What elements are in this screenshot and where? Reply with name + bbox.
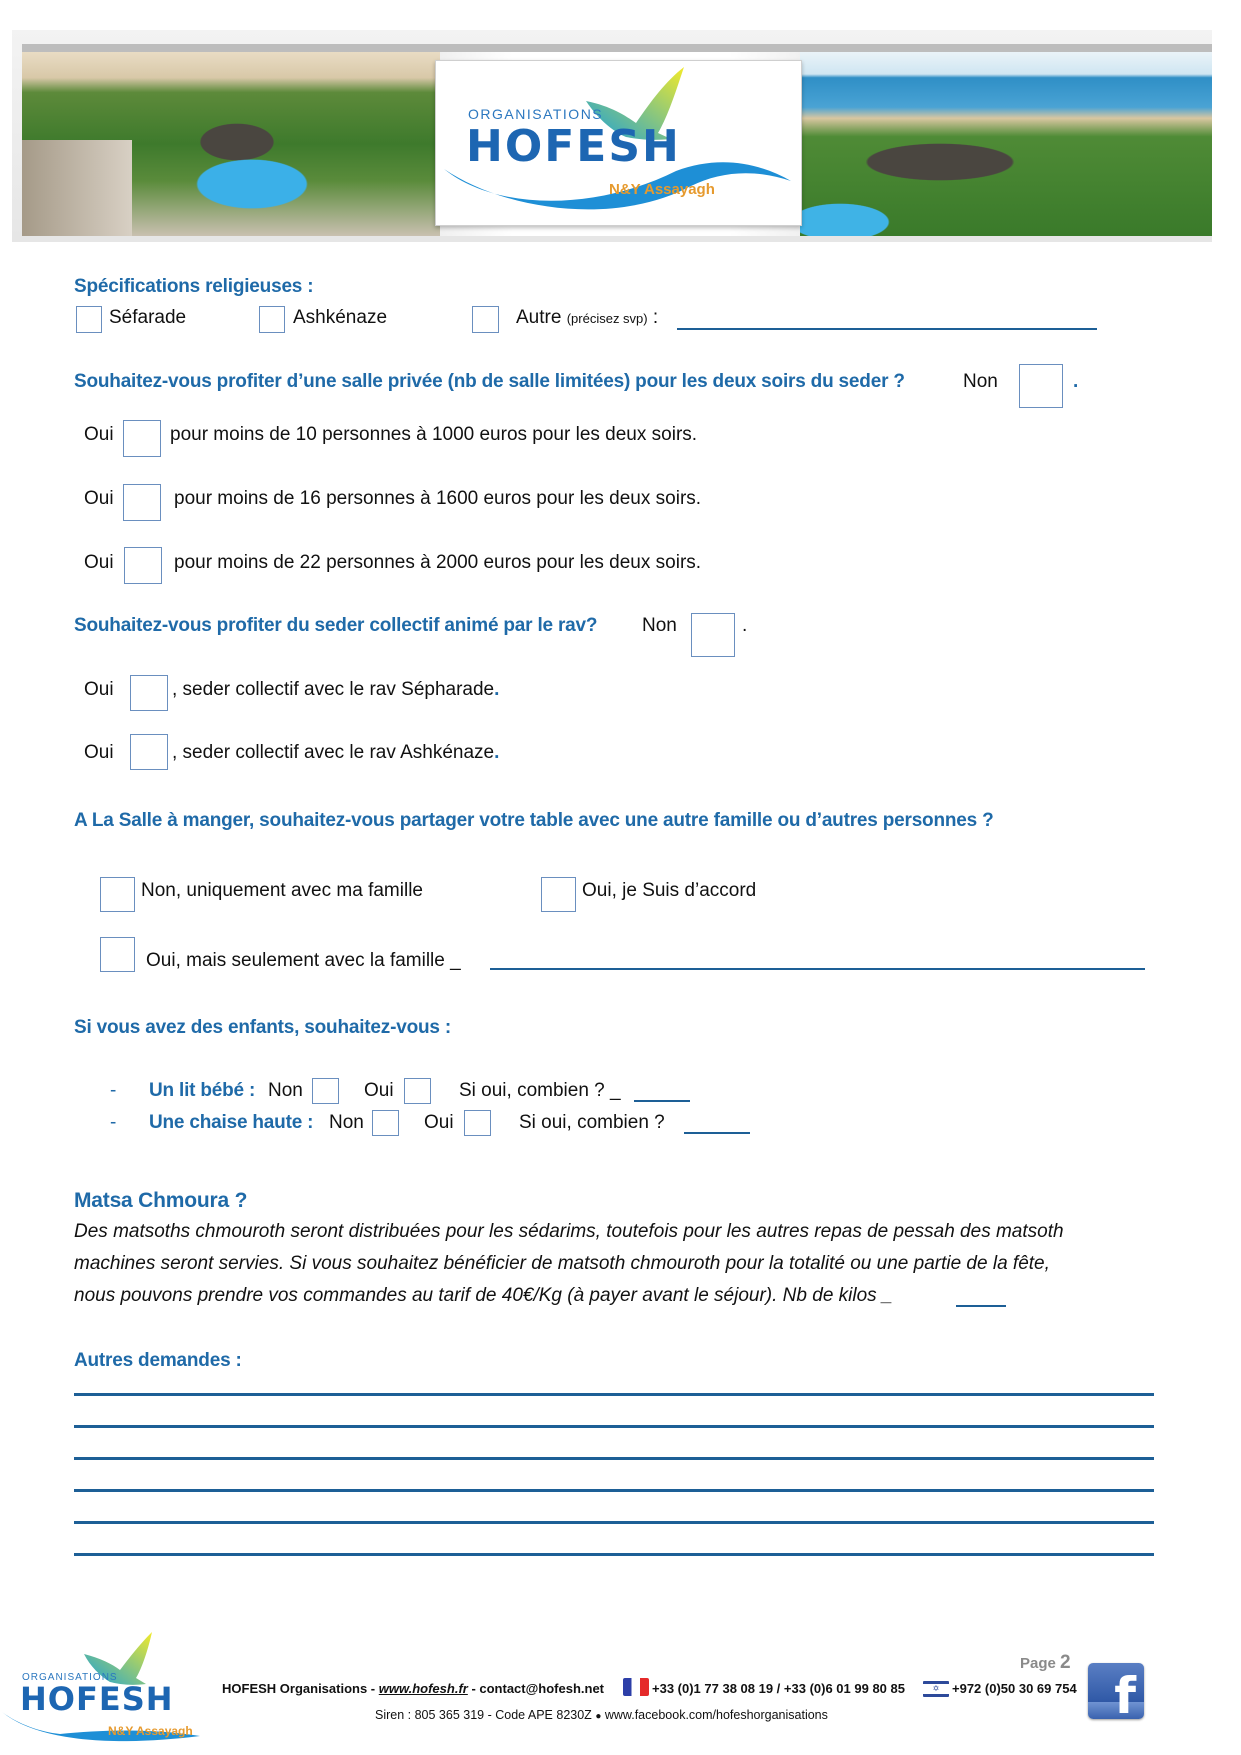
other-requests-line-2[interactable] [74, 1421, 1154, 1428]
header-logo [435, 60, 802, 226]
checkbox-crib-no[interactable] [312, 1078, 339, 1104]
checkbox-collective-seder-no[interactable] [691, 613, 735, 657]
label-sefarade: Séfarade [109, 307, 187, 328]
seder-ashkenaze-dot: . [494, 742, 500, 763]
other-requests-line-3[interactable] [74, 1453, 1154, 1460]
checkbox-dining-family-only[interactable] [100, 877, 135, 912]
label-ashkenaze: Ashkénaze [293, 307, 388, 328]
footer-company: HOFESH Organisations - [222, 1681, 379, 1696]
collective-seder-dot: . [742, 615, 748, 636]
private-room-question: Souhaitez-vous profiter d’une salle privée (nb de salle limitées) pour les deux soirs du seder ? [74, 371, 905, 392]
checkbox-dining-agree[interactable] [541, 877, 576, 912]
checkbox-high-chair-no[interactable] [372, 1110, 399, 1136]
seder-sepharade-text: , seder collectif avec le rav Sépharade [172, 679, 495, 700]
dining-option-family-only: Non, uniquement avec ma famille [141, 880, 423, 901]
resort-beach-photo [800, 52, 1212, 236]
other-requests-line-6[interactable] [74, 1549, 1154, 1556]
logo-subtitle: N&Y Assayagh [609, 181, 715, 198]
footer-logo [0, 1628, 215, 1748]
high-chair-yes-label: Oui [424, 1112, 454, 1133]
seder-sepharade-dot: . [494, 679, 500, 700]
private-room-yes-1-label: Oui [84, 424, 114, 445]
checkbox-ashkenaze[interactable] [259, 306, 285, 333]
checkbox-seder-ashkenaze[interactable] [130, 734, 168, 770]
autre-input-line[interactable] [677, 316, 1097, 330]
footer-website-link[interactable]: www.hofesh.fr [378, 1681, 468, 1696]
crib-label: Un lit bébé : [149, 1080, 256, 1101]
other-requests-title: Autres demandes : [74, 1350, 242, 1371]
footer-email[interactable]: - contact@hofesh.net [467, 1681, 605, 1696]
dining-option-specific-family: Oui, mais seulement avec la famille _ [146, 950, 461, 971]
checkbox-crib-yes[interactable] [404, 1078, 431, 1104]
france-flag-icon [623, 1678, 649, 1696]
matsa-kilos-input-line[interactable] [956, 1293, 1006, 1307]
high-chair-count-input-line[interactable] [684, 1120, 750, 1134]
footer-logo-brand: HOFESH [20, 1680, 174, 1718]
crib-no-label: Non [268, 1080, 303, 1101]
children-question: Si vous avez des enfants, souhaitez-vous : [74, 1017, 451, 1038]
resort-building-photo [22, 140, 132, 236]
crib-yes-label: Oui [364, 1080, 394, 1101]
dining-question: A La Salle à manger, souhaitez-vous partager votre table avec une autre famille ou d’autres personnes ? [74, 810, 994, 831]
checkbox-high-chair-yes[interactable] [464, 1110, 491, 1136]
banner-top-bar [22, 44, 1212, 52]
seder-option-ashkenaze [172, 742, 499, 764]
matsa-text-line-2: machines seront servies. Si vous souhaitez bénéficier de matsoth chmouroth pour la totalité ou une partie de la fête, [74, 1253, 1050, 1274]
facebook-icon[interactable]: f [1088, 1663, 1144, 1719]
footer-logo-subtitle: N&Y Assayagh [108, 1724, 193, 1738]
footer-french-phones: +33 (0)1 77 38 08 19 / +33 (0)6 01 99 80 85 [652, 1681, 905, 1696]
page-indicator [1020, 1652, 1071, 1674]
footer-siren: Siren : 805 365 319 - Code APE 8230Z [375, 1708, 592, 1722]
label-autre [516, 307, 658, 329]
matsa-title: Matsa Chmoura ? [74, 1189, 248, 1212]
matsa-text-line-3: nous pouvons prendre vos commandes au tarif de 40€/Kg (à payer avant le séjour). Nb de kilos _ [74, 1285, 893, 1306]
checkbox-private-room-10[interactable] [123, 420, 161, 457]
private-room-yes-2-label: Oui [84, 488, 114, 509]
crib-count-input-line[interactable] [634, 1088, 690, 1102]
checkbox-dining-specific-family[interactable] [100, 937, 135, 972]
page-number: 2 [1060, 1652, 1071, 1673]
bullet-crib: - [110, 1080, 117, 1101]
israel-flag-icon: ✡ [923, 1681, 949, 1697]
bullet-dot-icon: ● [595, 1711, 602, 1722]
private-room-option-3: pour moins de 22 personnes à 2000 euros pour les deux soirs. [174, 552, 702, 573]
logo-brand: HOFESH [466, 121, 681, 172]
religious-title: Spécifications religieuses : [74, 276, 314, 297]
private-room-option-1: pour moins de 10 personnes à 1000 euros pour les deux soirs. [170, 424, 698, 445]
footer-facebook-url[interactable]: www.facebook.com/hofeshorganisations [604, 1708, 828, 1722]
seder-option-sepharade [172, 679, 499, 701]
other-requests-line-4[interactable] [74, 1485, 1154, 1492]
autre-colon: : [652, 307, 659, 328]
seder-yes-1-label: Oui [84, 679, 114, 700]
footer-israel-phone: +972 (0)50 30 69 754 [952, 1681, 1077, 1696]
footer-legal-line [375, 1708, 828, 1722]
checkbox-private-room-no[interactable] [1019, 364, 1063, 408]
checkbox-autre[interactable] [472, 306, 499, 333]
dining-family-input-line[interactable] [490, 956, 1145, 970]
matsa-text-line-1: Des matsoths chmouroth seront distribuées pour les sédarims, toutefois pour les autres repas de pessah des matsoth [74, 1221, 1064, 1242]
private-room-option-2: pour moins de 16 personnes à 1600 euros pour les deux soirs. [174, 488, 702, 509]
private-room-yes-3-label: Oui [84, 552, 114, 573]
autre-note: (précisez svp) [566, 311, 648, 326]
seder-ashkenaze-text: , seder collectif avec le rav Ashkénaze [172, 742, 495, 763]
bullet-high-chair: - [110, 1112, 117, 1133]
footer-contact-line [222, 1681, 604, 1696]
checkbox-sefarade[interactable] [76, 306, 102, 333]
private-room-no-label: Non [963, 371, 998, 392]
high-chair-count-label: Si oui, combien ? [519, 1112, 665, 1133]
checkbox-seder-sepharade[interactable] [130, 675, 168, 711]
checkbox-private-room-16[interactable] [123, 484, 161, 521]
page-label: Page [1020, 1655, 1056, 1672]
checkbox-private-room-22[interactable] [124, 547, 162, 584]
crib-count-label: Si oui, combien ? _ [459, 1080, 621, 1101]
other-requests-line-5[interactable] [74, 1517, 1154, 1524]
autre-text: Autre [516, 307, 562, 328]
collective-seder-question: Souhaitez-vous profiter du seder collectif animé par le rav? [74, 615, 598, 636]
private-room-dot: . [1073, 371, 1079, 392]
dining-option-agree: Oui, je Suis d’accord [582, 880, 757, 901]
logo-organisations: ORGANISATIONS [468, 106, 604, 122]
other-requests-line-1[interactable] [74, 1389, 1154, 1396]
collective-seder-no-label: Non [642, 615, 677, 636]
seder-yes-2-label: Oui [84, 742, 114, 763]
footer-logo-organisations: ORGANISATIONS [22, 1672, 118, 1683]
high-chair-label: Une chaise haute : [149, 1112, 314, 1133]
high-chair-no-label: Non [329, 1112, 364, 1133]
